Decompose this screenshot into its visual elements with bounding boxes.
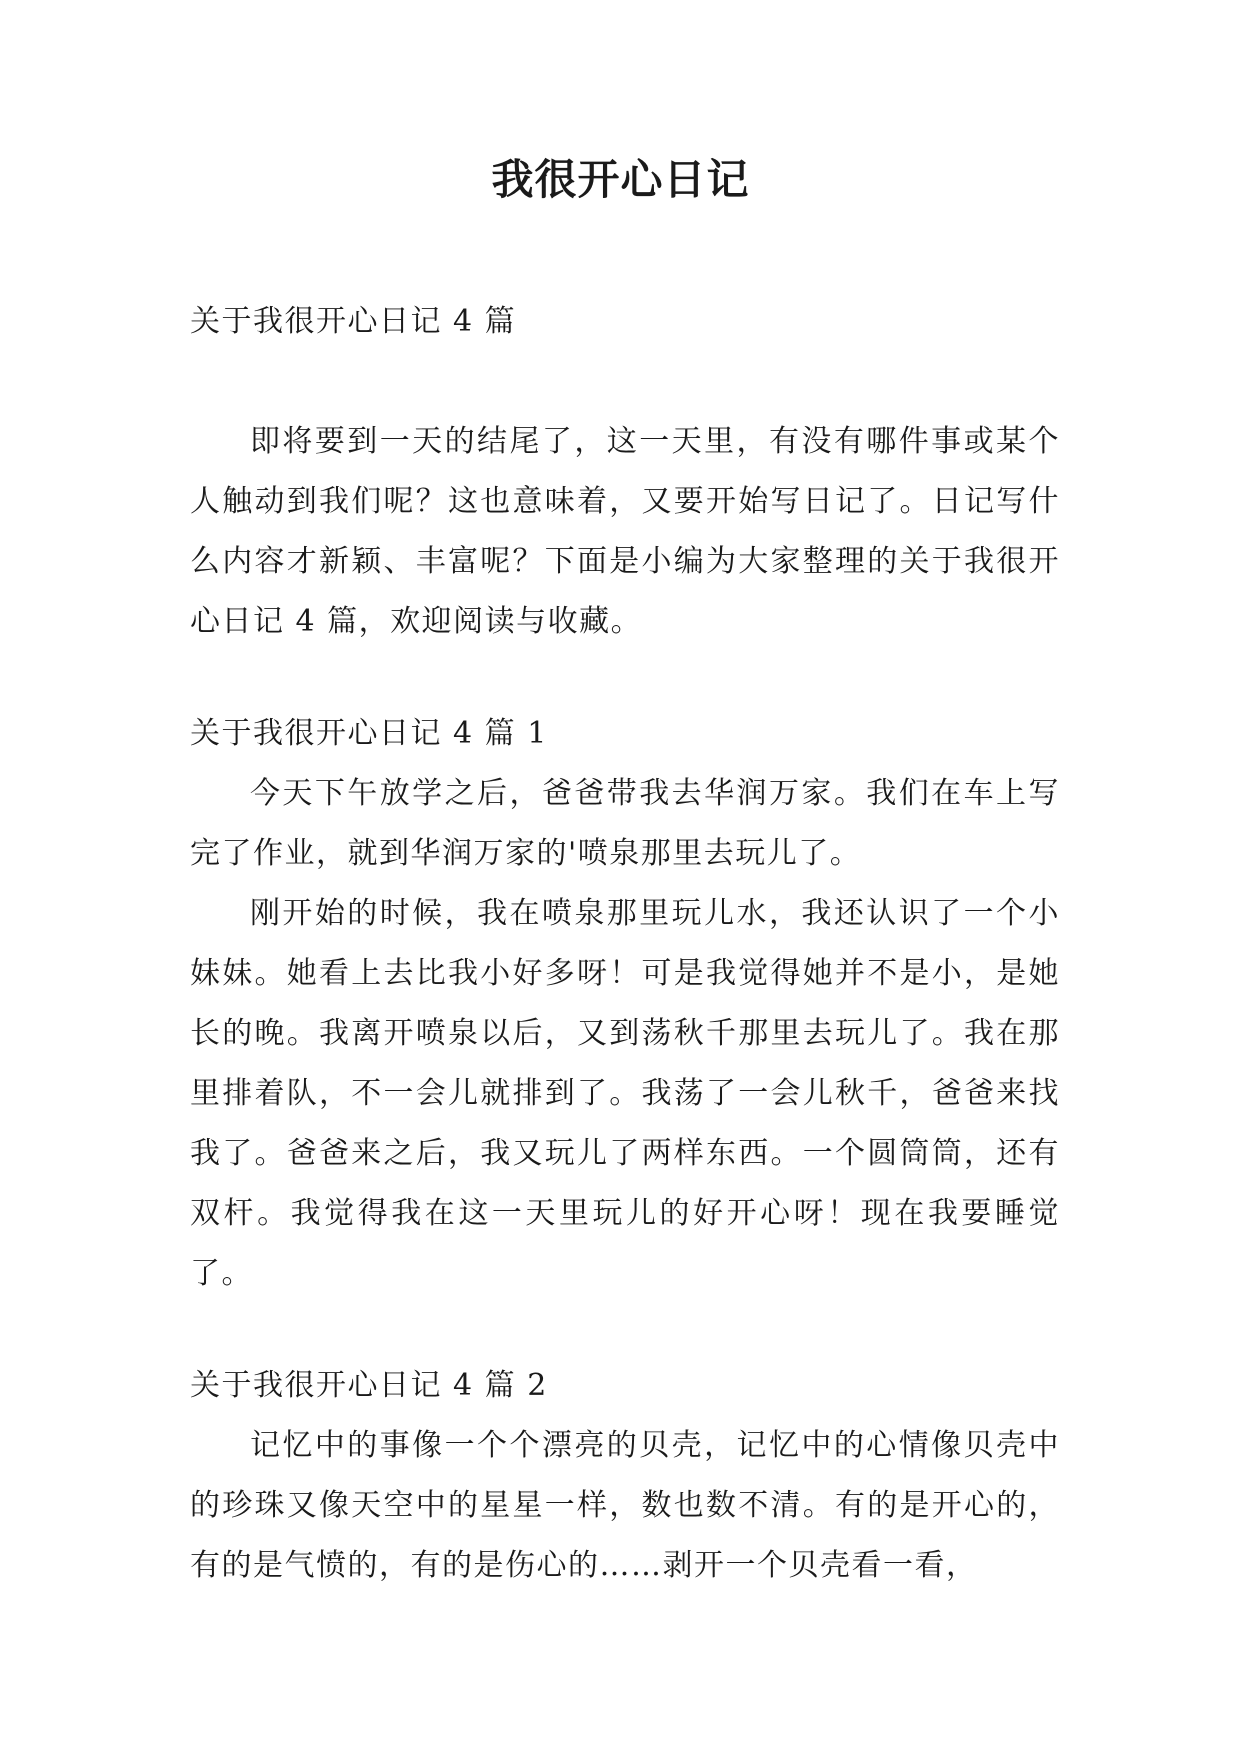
section-paragraph: 今天下午放学之后，爸爸带我去华润万家。我们在车上写完了作业，就到华润万家的'喷泉那里去玩儿了。 xyxy=(190,776,1060,871)
spacer xyxy=(190,652,1060,704)
intro-paragraph: 即将要到一天的结尾了，这一天里，有没有哪件事或某个人触动到我们呢？这也意味着，又要开始写日记了。日记写什么内容才新颖、丰富呢？下面是小编为大家整理的关于我很开心日记 4 篇，欢迎阅读与收藏。 xyxy=(190,424,1060,639)
section-paragraph: 记忆中的事像一个个漂亮的贝壳，记忆中的心情像贝壳中的珍珠又像天空中的星星一样，数也数不清。有的是开心的，有的是气愤的，有的是伤心的……剥开一个贝壳看一看， xyxy=(190,1428,1060,1583)
document-body xyxy=(190,292,1060,1596)
document-title: 我很开心日记 xyxy=(491,155,750,204)
spacer xyxy=(190,1304,1060,1356)
section-heading: 关于我很开心日记 4 篇 2 xyxy=(190,1368,548,1403)
diary-section-1 xyxy=(190,704,1060,1304)
spacer xyxy=(190,352,1060,412)
diary-section-2 xyxy=(190,1356,1060,1596)
document-subtitle: 关于我很开心日记 4 篇 xyxy=(190,304,517,339)
section-heading: 关于我很开心日记 4 篇 1 xyxy=(190,716,548,751)
section-paragraph: 刚开始的时候，我在喷泉那里玩儿水，我还认识了一个小妹妹。她看上去比我小好多呀！可是我觉得她并不是小，是她长的晚。我离开喷泉以后，又到荡秋千那里去玩儿了。我在那里排着队，不一会儿就排到了。我荡了一会儿秋千，爸爸来找我了。爸爸来之后，我又玩儿了两样东西。一个圆筒筒，还有双杆。我觉得我在这一天里玩儿的好开心呀！现在我要睡觉了。 xyxy=(190,896,1060,1291)
